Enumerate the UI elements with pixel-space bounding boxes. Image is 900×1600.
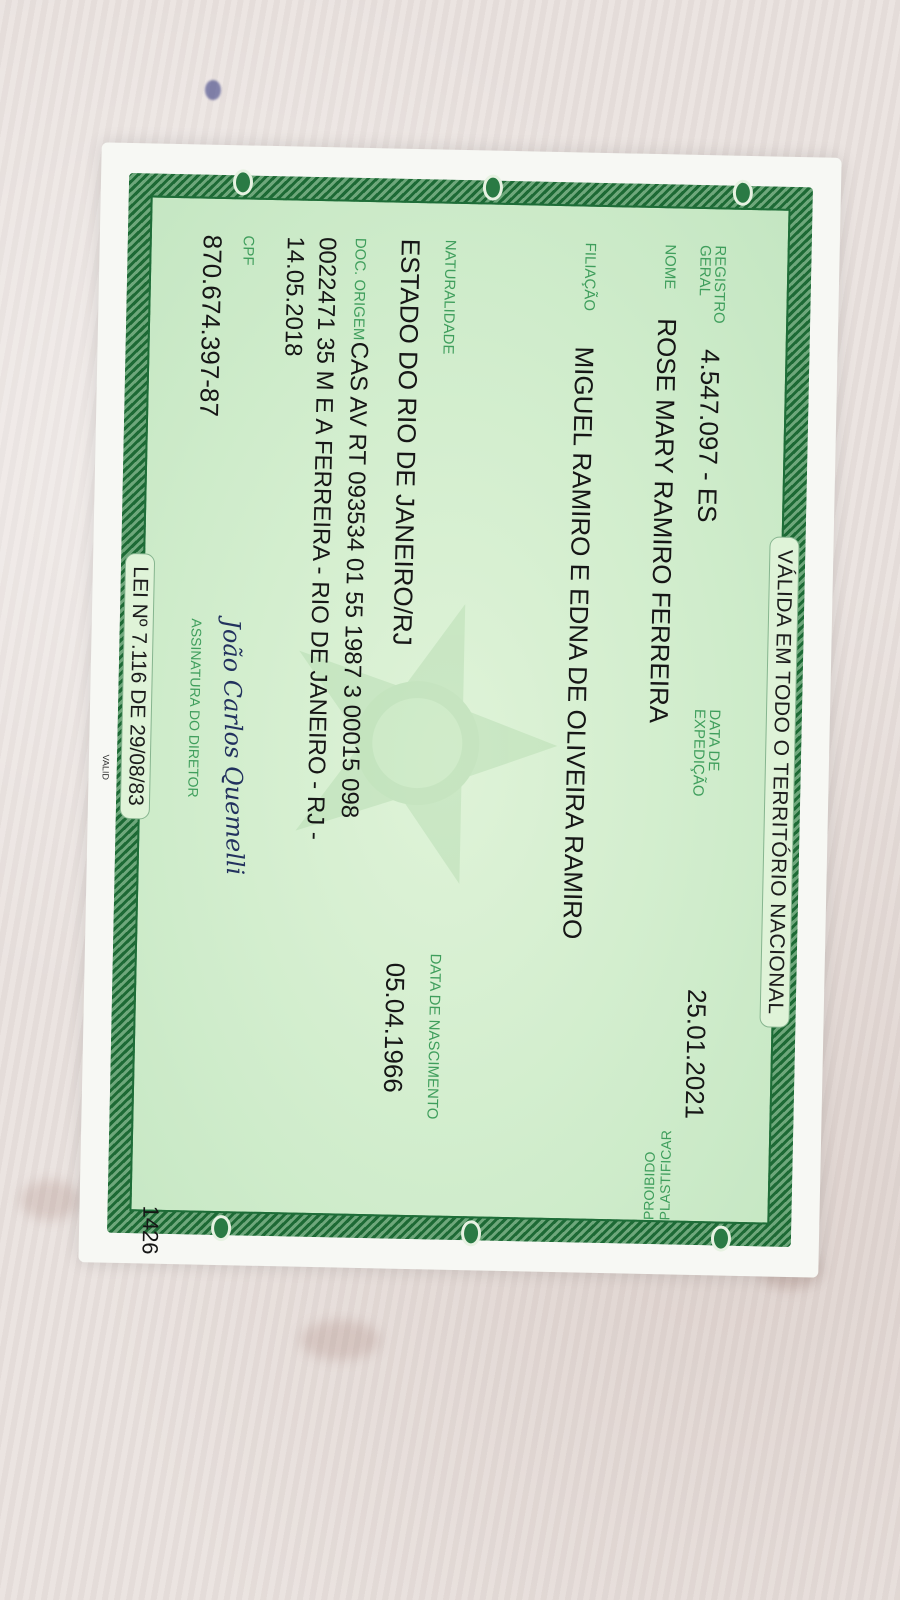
nascimento-label: DATA DE NASCIMENTO <box>423 953 444 1120</box>
registro-label: REGISTRO GERAL <box>695 244 729 324</box>
naturalidade-label: NATURALIDADE <box>439 239 459 355</box>
frame-ring <box>711 1225 732 1251</box>
doc-origem-line2: 0022471 35 M E A FERREIRA - RIO DE JANEIRO - RJ - <box>301 236 341 841</box>
registro-value: 4.547.097 - ES <box>691 348 726 523</box>
frame-ring <box>483 174 504 200</box>
naturalidade-value: ESTADO DO RIO DE JANEIRO/RJ <box>387 238 426 646</box>
valid-mark: VALID <box>100 754 111 781</box>
validity-banner: VÁLIDA EM TODO O TERRITÓRIO NACIONAL <box>759 536 799 1027</box>
identity-card <box>78 142 841 1277</box>
expedicao-label: DATA DE EXPEDIÇÃO <box>689 708 724 797</box>
stain <box>300 1320 380 1360</box>
stain <box>20 1180 80 1220</box>
serial-number: 1426 <box>137 1205 164 1255</box>
frame-ring <box>211 1215 232 1241</box>
signature-caption: ASSINATURA DO DIRETOR <box>185 618 205 798</box>
guilloche-frame <box>100 173 813 1255</box>
nome-label: NOME <box>660 244 679 290</box>
card-body <box>129 195 790 1255</box>
doc-origem-line1: CAS AV RT 093534 01 55 1987 3 00015 098 <box>335 341 373 819</box>
no-laminate-notice: PROIBIDO PLASTIFICAR <box>640 1129 675 1221</box>
law-reference: LEI Nº 7.116 DE 29/08/83 <box>120 553 156 819</box>
cpf-label: CPF <box>239 235 257 266</box>
doc-origem-line3: 14.05.2018 <box>279 236 309 357</box>
expedicao-value: 25.01.2021 <box>679 988 713 1120</box>
ink-mark <box>205 80 221 100</box>
frame-ring <box>733 180 754 206</box>
cpf-value: 870.674.397-87 <box>194 234 228 418</box>
frame-ring <box>461 1220 482 1246</box>
doc-origem-label: DOC. ORIGEM <box>349 237 369 341</box>
nome-value: ROSE MARY RAMIRO FERREIRA <box>643 317 683 724</box>
filiacao-label: FILIAÇÃO <box>580 242 599 312</box>
filiacao-value: MIGUEL RAMIRO E EDNA DE OLIVEIRA RAMIRO <box>557 346 600 940</box>
director-signature: João Carlos Quemelli <box>217 619 249 876</box>
frame-ring <box>233 169 254 195</box>
nascimento-value: 05.04.1966 <box>377 962 411 1094</box>
